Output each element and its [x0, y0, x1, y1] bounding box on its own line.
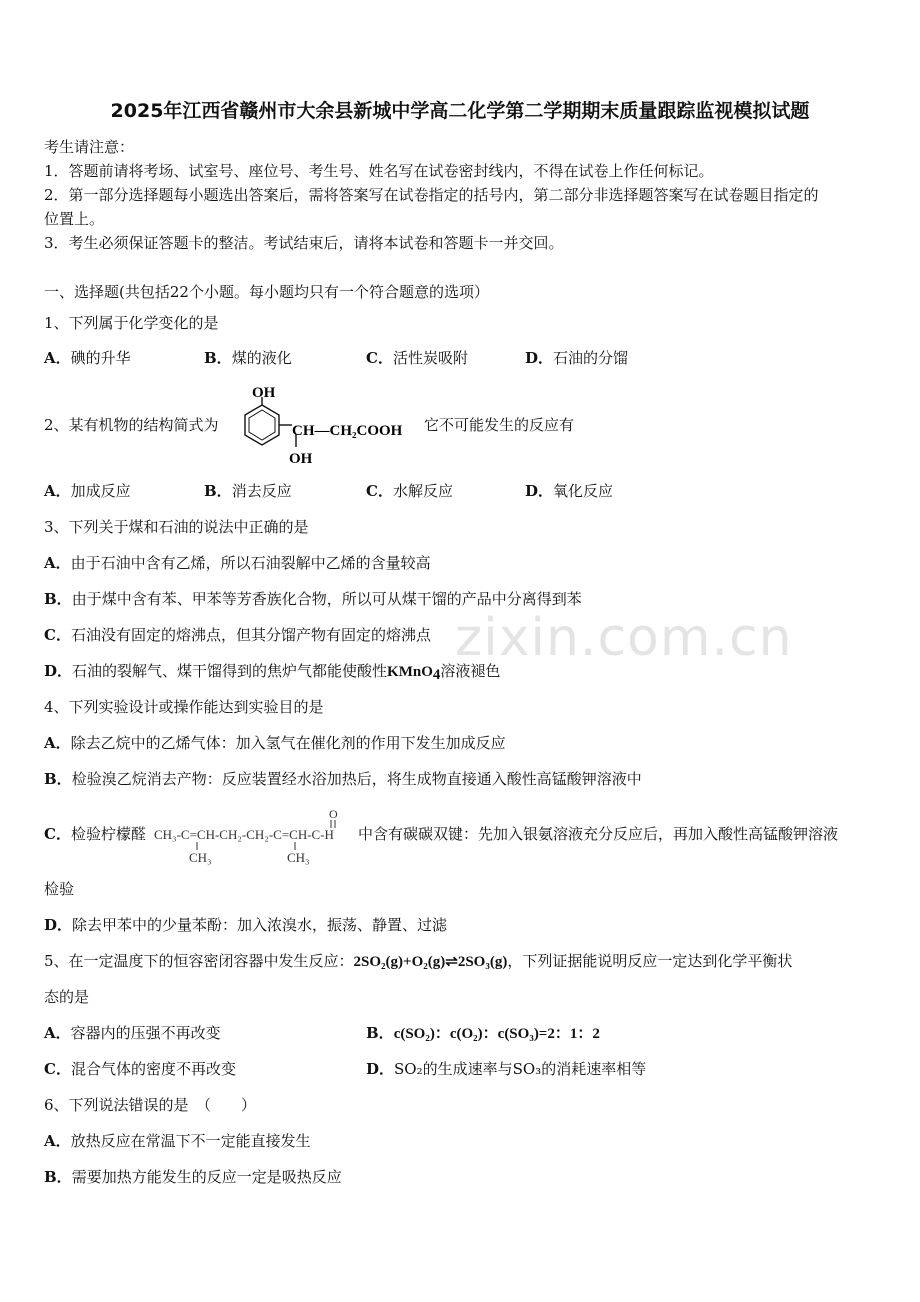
q4-citral-oxygen: O [329, 807, 338, 821]
q4-option-c-label: C．检验柠檬醛 [44, 825, 146, 843]
q4-citral-methyl-2: CH₃ [287, 850, 310, 865]
q4-option-c-cont: 检验 [44, 880, 75, 898]
q5-stem-cont: 态的是 [44, 988, 90, 1006]
q1-option-d: D．石油的分馏 [525, 349, 629, 367]
q5-reaction-equation: 2SO₂(g)+O₂(g)⇌2SO₃(g) [353, 954, 508, 970]
q3-option-a: A．由于石油中含有乙烯，所以石油裂解中乙烯的含量较高 [44, 554, 431, 572]
q4-citral-structure [152, 804, 360, 866]
q6-option-a: A．放热反应在常温下不一定能直接发生 [44, 1132, 311, 1150]
section-heading: 一、选择题(共包括22个小题。每小题均只有一个符合题意的选项） [44, 283, 489, 301]
q2-structure-diagram [234, 383, 424, 469]
q4-option-b: B．检验溴乙烷消去产物：反应装置经水浴加热后，将生成物直接通入酸性高锰酸钾溶液中 [44, 770, 642, 788]
q2-oh-bottom: OH [289, 451, 313, 467]
q6-option-b: B．需要加热方能发生的反应一定是吸热反应 [44, 1168, 342, 1186]
q2-stem-tail: 它不可能发生的反应有 [424, 416, 575, 434]
q2-oh-top: OH [252, 385, 276, 401]
q4-citral-chain: CH₃-C=CH-CH₂-CH₂-C=CH-C-H [154, 827, 334, 842]
q5-option-c: C．混合气体的密度不再改变 [44, 1060, 236, 1078]
q1-stem: 1、下列属于化学变化的是 [44, 314, 219, 332]
q2-chain: CH—CH₂COOH [292, 423, 403, 439]
notice-line-2b: 位置上。 [44, 210, 105, 228]
watermark: zixin.com.cn [455, 608, 793, 668]
q3-stem: 3、下列关于煤和石油的说法中正确的是 [44, 518, 309, 536]
q2-option-c: C．水解反应 [366, 482, 453, 500]
q5-option-d: D．SO₂的生成速率与SO₃的消耗速率相等 [366, 1060, 647, 1078]
q4-stem: 4、下列实验设计或操作能达到实验目的是 [44, 698, 324, 716]
q1-option-c: C．活性炭吸附 [366, 349, 468, 367]
q2-stem: 2、某有机物的结构简式为 [44, 416, 219, 434]
q2-option-d: D．氧化反应 [525, 482, 614, 500]
notice-line-1: 1．答题前请将考场、试室号、座位号、考生号、姓名写在试卷密封线内，不得在试卷上作任何标记。 [44, 162, 714, 180]
q6-stem: 6、下列说法错误的是 （ ） [44, 1096, 257, 1114]
notice-line-3: 3．考生必须保证答题卡的整洁。考试结束后，请将本试卷和答题卡一并交回。 [44, 234, 564, 252]
q4-option-d: D．除去甲苯中的少量苯酚：加入浓溴水，振荡、静置、过滤 [44, 916, 448, 934]
q2-option-b: B．消去反应 [204, 482, 292, 500]
q5-option-a: A．容器内的压强不再改变 [44, 1024, 221, 1042]
q4-citral-methyl-1: CH₃ [189, 850, 212, 865]
notice-heading: 考生请注意： [44, 138, 135, 156]
q4-option-a: A．除去乙烷中的乙烯气体：加入氢气在催化剂的作用下发生加成反应 [44, 734, 506, 752]
q1-option-b: B．煤的液化 [204, 349, 292, 367]
q3-option-b: B．由于煤中含有苯、甲苯等芳香族化合物，所以可从煤干馏的产品中分离得到苯 [44, 590, 582, 608]
q1-option-a: A．碘的升华 [44, 349, 131, 367]
notice-line-2a: 2．第一部分选择题每小题选出答案后，需将答案写在试卷指定的括号内，第二部分非选择题答案写在试卷题目指定的 [44, 186, 819, 204]
page-title: 2025年江西省赣州市大余县新城中学高二化学第二学期期末质量跟踪监视模拟试题 [110, 100, 810, 122]
q5-option-b: B．c(SO₂)：c(O₂)：c(SO₃)=2：1：2 [366, 1024, 600, 1042]
q5-stem: 5、在一定温度下的恒容密闭容器中发生反应：2SO₂(g)+O₂(g)⇌2SO₃(g)，下列证据能说明反应一定达到化学平衡状 [44, 952, 793, 970]
q3-option-d: D．石油的裂解气、煤干馏得到的焦炉气都能使酸性KMnO$_4$溶液褪色 [44, 662, 501, 683]
q2-option-a: A．加成反应 [44, 482, 131, 500]
q3-option-c: C．石油没有固定的熔沸点，但其分馏产物有固定的熔沸点 [44, 626, 431, 644]
q4-option-c-text: 中含有碳碳双键：先加入银氨溶液充分反应后，再加入酸性高锰酸钾溶液 [358, 825, 839, 843]
